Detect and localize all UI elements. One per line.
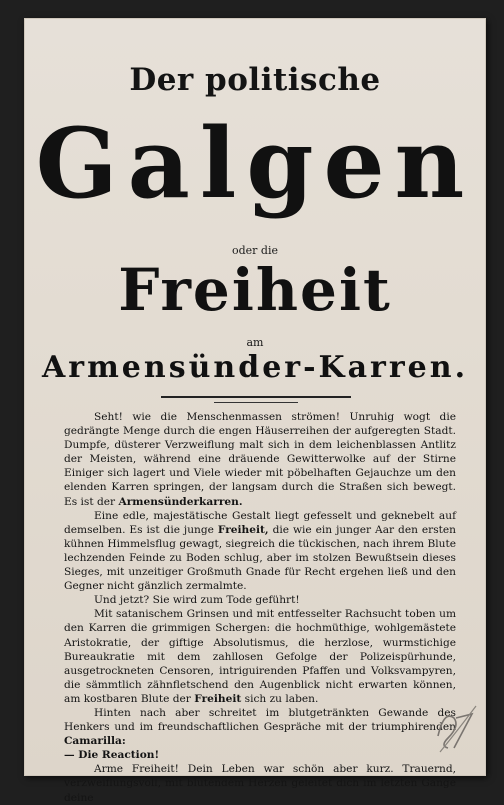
pencil-annotation-icon xyxy=(432,696,482,756)
paragraph-text: Hinten nach aber schreitet im blutgetränkten Gewande des Henkers und im freundschaftlichen Gespräche mit der triumphirenden xyxy=(64,706,456,734)
paragraph-1 xyxy=(64,410,456,509)
connector-oder-die: oder die xyxy=(232,244,278,257)
paragraph-3: Und jetzt? Sie wird zum Tode geführt! xyxy=(94,594,300,607)
connector-am: am xyxy=(246,336,264,349)
title-divider-short xyxy=(214,402,298,403)
poster-sheet xyxy=(24,18,486,804)
bold-term: Camarilla: xyxy=(64,735,126,748)
paragraph-text: sich zu laben. xyxy=(244,692,319,705)
bold-term: Freiheit, xyxy=(217,523,269,536)
body-text xyxy=(64,410,456,805)
bold-term: Armensünderkarren. xyxy=(118,495,243,508)
paragraph-text: Mit satanischem Grinsen und mit entfesselter Rachsucht toben um den Karren die grimmigen Schergen: die hochmüthige, wohlgemästete Aristokratie, der giftige Absolutismus, die herzlose, wurmstichige Bureaukratie mit dem zahllosen Gefolge der Polizeispürhunde, ausgetrockneten Censoren, intriguirenden Pfaffen und Volksvampyren, die sämmtlich zähnfletschend den Augenblick nicht erwarten können, am kostbaren Blute der xyxy=(64,608,456,705)
paragraph-text: Seht! wie die Menschenmassen strömen! Unruhig wogt die gedrängte Menge durch die engen Häuserreihen der aufgeregten Stadt. Dumpfe, düsterer Verzweiflung malt sich in dem leichenblassen Antlitz der Meisten, während eine dräuende Gewitterwolke auf der Stirne Einiger sich lagert und Viele wieder mit pöbelhaften Gejauchze um den elenden Karren springen, der langsam durch die Straßen sich bewegt. Es ist der xyxy=(64,411,456,508)
title-divider xyxy=(161,396,351,398)
bold-term: — Die Reaction! xyxy=(64,749,160,762)
paragraph-4 xyxy=(64,607,456,706)
paragraph-6: Arme Freiheit! Dein Leben war schön aber kurz. Trauernd, verzweiflungsvoll, mit blutendem Herzen geleitet dich im letzten Gange deine xyxy=(64,763,456,804)
paragraph-text: Eine edle, majestätische Gestalt liegt gefesselt und geknebelt auf demselben. Es ist die junge xyxy=(64,509,456,536)
paragraph-2 xyxy=(64,509,456,594)
bold-term: Freiheit xyxy=(194,692,242,705)
title-line-4: Armensünder-Karren. xyxy=(41,350,469,385)
title-line-2: Galgen xyxy=(35,107,475,220)
title-line-3: Freiheit xyxy=(118,256,392,324)
paragraph-5 xyxy=(64,706,456,762)
paragraph-text: die wie ein junger Aar den ersten kühnen Himmelsflug gewagt, siegreich die tückischen, nach ihrem Blute lechzenden Feinde zu Boden schlug, aber im stolzen Bewußtsein dieses Sieges, mit unzeitiger Großmuth Gnade für Recht ergehen ließ und den Gegner nicht gänzlich zermalmte. xyxy=(64,523,456,593)
title-line-1: Der politische xyxy=(129,62,381,98)
